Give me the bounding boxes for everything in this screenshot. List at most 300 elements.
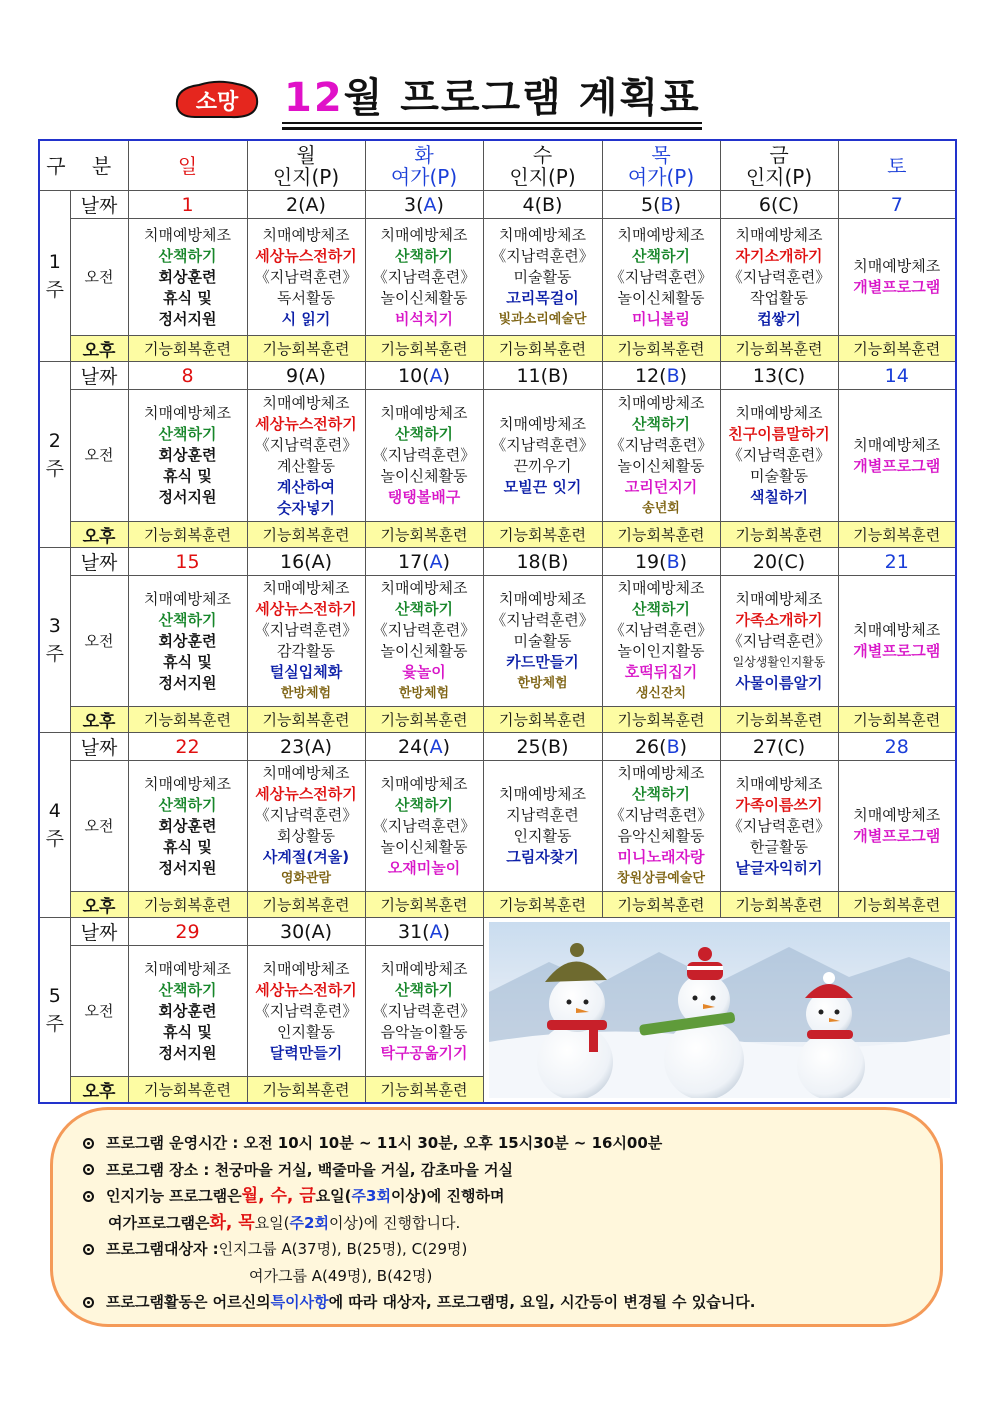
pm-label: 오후 [70,707,128,733]
am-label: 오전 [70,761,128,892]
program-item: 치매예방체조 [144,589,231,608]
program-cell [483,390,602,522]
date-cell [247,191,365,219]
pm-program: 기능회복훈련 [483,892,602,918]
day-header [247,140,365,191]
program-item: 세상뉴스전하기 [255,980,357,999]
day-name: 월 [296,142,316,167]
program-item: 정서지원 [158,309,217,328]
bullet-icon [83,1138,94,1149]
date-cell [128,548,247,576]
pm-program: 기능회복훈련 [720,336,838,362]
program-item: 《지남력훈련》 [609,621,713,639]
day-header [128,140,247,191]
note-place: 프로그램 장소 : 천궁마을 거실, 백줄마을 거실, 감초마을 거실 [83,1157,923,1184]
date-label: 날짜 [70,191,128,219]
week-label [39,918,70,1104]
program-item: 치매예방체조 [144,774,231,793]
program-item: 《지남력훈련》 [254,267,358,286]
program-item: 치매예방체조 [499,589,586,608]
pm-label: 오후 [70,522,128,548]
pm-row [39,522,956,548]
program-item: 치매예방체조 [144,959,231,978]
date-cell [128,918,247,946]
program-item: 생신잔치 [635,686,687,701]
program-item: 치매예방체조 [380,225,468,244]
day-type: 여가(P) [627,164,695,189]
program-item: 치매예방체조 [617,764,705,782]
date-text: 14 [884,364,909,387]
date-text: 20(C) [752,550,806,573]
bullet-icon [83,1164,94,1175]
date-cell [483,548,602,576]
program-item: 미술활동 [750,467,808,485]
week-suffix: 주 [45,643,64,665]
day-name: 목 [651,142,671,167]
pm-program: 기능회복훈련 [247,336,365,362]
schedule-table [38,139,957,1104]
program-item: 컵쌓기 [757,309,801,328]
date-text: 10(A) [397,364,450,387]
date-text: 6(C) [758,193,800,216]
date-cell [365,918,483,946]
group-letter: B [660,193,674,216]
day-header [720,140,838,191]
pm-program: 기능회복훈련 [365,336,483,362]
program-item: 개별프로그램 [853,827,941,845]
program-item: 산책하기 [158,795,217,814]
program-item: 모빌끈 잇기 [503,477,582,496]
pm-program: 기능회복훈련 [247,892,365,918]
program-item: 《지남력훈련》 [727,631,831,650]
program-item: 놀이신체활동 [617,288,705,307]
program-item: 치매예방체조 [853,257,941,275]
date-text: 16(A) [280,550,332,573]
program-item: 정서지원 [158,1043,217,1062]
pm-program: 기능회복훈련 [365,1077,483,1104]
program-cell [483,761,602,892]
program-item: 세상뉴스전하기 [255,246,357,265]
program-item: 가족소개하기 [735,610,823,629]
program-cell [247,946,365,1077]
program-item: 치매예방체조 [262,959,350,978]
date-cell [483,191,602,219]
program-item: 산책하기 [632,246,690,265]
program-item: 한방체험 [398,686,450,701]
program-item: 치매예방체조 [262,764,350,782]
program-item: 《지남력훈련》 [372,1001,476,1020]
date-cell [128,733,247,761]
program-cell [247,576,365,707]
bullet-icon [83,1191,94,1202]
date-cell [365,191,483,219]
program-cell [838,576,956,707]
day-type: 여가(P) [390,164,458,189]
pm-label: 오후 [70,892,128,918]
program-cell [247,390,365,522]
program-item: 윷놀이 [402,663,446,681]
date-row [39,548,956,576]
day-header [838,140,956,191]
program-item: 치매예방체조 [735,774,823,793]
program-item: 호떡뒤집기 [624,663,698,681]
page-title [284,70,704,126]
program-item: 고리목걸이 [506,288,579,307]
date-cell [365,548,483,576]
program-item: 미니노래자랑 [617,848,705,866]
program-cell [602,390,720,522]
date-text: 3(A) [404,193,444,216]
date-cell [365,733,483,761]
bullet-icon [83,1244,94,1255]
program-cell [483,219,602,336]
program-item: 빛과소리예술단 [498,311,587,327]
program-item: 치매예방체조 [380,959,468,978]
note-leisure: 여가프로그램은 화, 목 요일( 주2회 이상)에 진행합니다. [108,1212,461,1233]
pm-program: 기능회복훈련 [128,707,247,733]
group-letter: B [666,735,680,758]
program-cell [720,761,838,892]
program-item: 휴식 및 [163,837,212,856]
snowmen-photo-cell [483,918,956,1104]
program-item: 고리던지기 [624,477,698,496]
program-item: 《지남력훈련》 [372,816,476,835]
note-change: 프로그램활동은 어르신의 특이사항 에 따라 대상자, 프로그램명, 요일, 시간등이 변경될 수 있습니다. [83,1289,923,1316]
date-cell [247,362,365,390]
program-item: 《지남력훈련》 [372,267,476,286]
day-name: 토 [887,153,907,178]
program-item: 지남력훈련 [506,806,579,824]
pm-label: 오후 [70,1077,128,1104]
program-cell [128,576,247,707]
program-item: 작업활동 [750,288,808,307]
program-item: 치매예방체조 [380,579,468,597]
group-letter: A [423,193,437,216]
program-item: 놀이신체활동 [380,288,468,307]
date-cell [602,733,720,761]
program-item: 한방체험 [280,686,332,701]
pm-label: 오후 [70,336,128,362]
pm-program: 기능회복훈련 [602,892,720,918]
group-letter: B [666,550,680,573]
date-text: 24(A) [397,735,450,758]
pm-program: 기능회복훈련 [247,1077,365,1104]
date-text: 12(B) [634,364,688,387]
date-cell [602,548,720,576]
date-text: 7 [890,193,903,216]
program-item: 정서지원 [158,488,217,506]
program-item: 송년회 [642,500,680,516]
program-item: 산책하기 [158,425,217,443]
program-cell [720,219,838,336]
program-item: 산책하기 [395,425,453,443]
pm-program: 기능회복훈련 [838,707,956,733]
week-suffix: 주 [45,828,64,850]
date-label: 날짜 [70,362,128,390]
date-text: 4(B) [522,193,563,216]
program-item: 친구이름말하기 [728,425,830,443]
program-item: 치매예방체조 [144,404,231,422]
group-letter: B [666,364,680,387]
program-item: 산책하기 [158,610,217,629]
pm-program: 기능회복훈련 [483,707,602,733]
pm-program: 기능회복훈련 [365,892,483,918]
date-text: 17(A) [397,550,450,573]
program-item: 숫자넣기 [277,498,335,517]
date-text: 27(C) [752,735,806,758]
date-text: 30(A) [280,920,332,943]
program-item: 《지남력훈련》 [491,246,594,265]
pm-row [39,707,956,733]
program-item: 개별프로그램 [853,456,941,475]
group-letter: A [429,735,443,758]
date-row [39,733,956,761]
week-label [39,362,70,548]
program-item: 한방체험 [517,675,568,691]
program-cell [365,761,483,892]
week-suffix: 주 [45,457,64,480]
program-cell [602,219,720,336]
am-label: 오전 [70,390,128,522]
program-item: 사물이름알기 [735,673,823,692]
pm-program: 기능회복훈련 [365,707,483,733]
group-letter: A [429,364,443,387]
program-cell [602,576,720,707]
program-item: 그림자찾기 [506,848,579,866]
day-name: 금 [769,142,789,167]
program-item: 《지남력훈련》 [491,610,594,629]
program-cell [838,761,956,892]
program-item: 놀이신체활동 [617,456,705,475]
program-item: 치매예방체조 [144,225,231,244]
program-item: 치매예방체조 [617,393,705,412]
date-cell [365,362,483,390]
logo [171,76,263,122]
program-cell [247,761,365,892]
note-targets: 프로그램대상자 : 인지그룹 A(37명), B(25명), C(29명) [83,1236,923,1263]
program-item: 《지남력훈련》 [254,435,358,454]
group-letter: A [429,550,443,573]
pm-program: 기능회복훈련 [128,336,247,362]
day-header [483,140,602,191]
title-underline-thick [282,127,702,130]
program-item: 《지남력훈련》 [254,1001,358,1020]
program-item: 회상훈련 [158,446,217,464]
program-item: 휴식 및 [163,652,212,671]
program-item: 치매예방체조 [499,225,586,244]
program-cell [365,219,483,336]
day-type: 인지(P) [272,164,340,189]
program-item: 정서지원 [158,858,217,877]
program-cell [128,761,247,892]
week-number: 2 [48,429,61,452]
program-item: 인지활동 [513,827,572,845]
week-suffix: 주 [45,279,64,301]
program-cell [128,946,247,1077]
program-cell [247,219,365,336]
program-item: 《지남력훈련》 [727,446,831,464]
logo-text: 소망 [195,90,239,115]
program-item: 산책하기 [395,600,453,618]
program-cell [838,390,956,522]
pm-program: 기능회복훈련 [838,522,956,548]
corner-header: 구 분 [39,140,128,191]
program-item: 치매예방체조 [262,393,350,412]
note-targets-leisure: 여가그룹 A(49명), B(42명) [249,1266,433,1285]
week-label [39,191,70,362]
week-number: 1 [48,251,61,273]
program-item: 산책하기 [395,246,453,265]
date-cell [838,733,956,761]
pm-program: 기능회복훈련 [602,707,720,733]
am-row [39,761,956,892]
program-item: 계산활동 [277,456,335,475]
program-item: 치매예방체조 [262,225,350,244]
program-item: 치매예방체조 [499,414,586,433]
date-cell [838,548,956,576]
program-item: 한글활동 [750,837,808,856]
program-item: 《지남력훈련》 [372,446,476,464]
program-item: 독서활동 [277,288,335,307]
program-item: 치매예방체조 [735,404,823,422]
pm-program: 기능회복훈련 [128,892,247,918]
program-cell [720,390,838,522]
program-item: 놀이신체활동 [380,642,468,660]
program-item: 사계절(겨울) [262,848,350,866]
week-number: 4 [48,800,61,822]
program-item: 음악놀이활동 [380,1022,468,1041]
program-item: 치매예방체조 [380,404,468,422]
date-text: 8 [181,364,194,387]
program-item: 털실입체화 [269,663,343,681]
pm-program: 기능회복훈련 [602,336,720,362]
program-item: 치매예방체조 [853,806,941,824]
program-item: 치매예방체조 [735,589,823,608]
date-cell [602,191,720,219]
program-item: 산책하기 [158,246,217,265]
snowmen-image [489,922,950,1098]
am-row [39,576,956,707]
program-item: 치매예방체조 [853,621,941,639]
date-text: 1 [181,193,194,216]
pm-program: 기능회복훈련 [720,522,838,548]
pm-program: 기능회복훈련 [838,336,956,362]
program-item: 정서지원 [158,673,217,692]
pm-program: 기능회복훈련 [128,522,247,548]
date-cell [247,548,365,576]
program-item: 오재미놀이 [387,858,461,877]
title-underline [282,122,702,124]
date-text: 11(B) [516,364,569,387]
date-cell [720,548,838,576]
program-item: 치매예방체조 [617,579,705,597]
am-row [39,219,956,336]
date-text: 18(B) [516,550,569,573]
program-item: 비석치기 [395,309,453,328]
date-label: 날짜 [70,548,128,576]
notes-box [50,1107,943,1327]
pm-row [39,336,956,362]
pm-program: 기능회복훈련 [720,707,838,733]
program-cell [720,576,838,707]
am-label: 오전 [70,219,128,336]
am-label: 오전 [70,576,128,707]
program-item: 산책하기 [395,980,453,999]
program-item: 회상훈련 [158,267,217,286]
program-item: 계산하여 [277,477,335,496]
date-cell [720,191,838,219]
program-item: 개별프로그램 [853,642,941,660]
day-name: 화 [414,142,434,167]
date-text: 31(A) [397,920,450,943]
program-item: 《지남력훈련》 [727,816,831,835]
program-item: 휴식 및 [163,467,212,485]
date-row [39,362,956,390]
date-text: 22 [175,735,200,758]
program-item: 휴식 및 [163,288,212,307]
program-item: 색칠하기 [750,488,808,506]
program-item: 《지남력훈련》 [727,267,831,286]
week-label [39,548,70,733]
date-cell [128,362,247,390]
week-number: 3 [48,615,61,637]
program-item: 인지활동 [277,1022,335,1041]
program-item: 미니볼링 [632,309,690,328]
date-cell [602,362,720,390]
program-item: 놀이신체활동 [380,467,468,485]
date-label: 날짜 [70,918,128,946]
day-type: 인지(P) [745,164,813,189]
week-number: 5 [48,985,61,1007]
program-item: 치매예방체조 [262,579,350,597]
program-item: 치매예방체조 [853,435,941,454]
program-item: 회상훈련 [158,1001,217,1020]
program-item: 감각활동 [277,642,335,660]
program-item: 《지남력훈련》 [254,621,358,639]
program-item: 창원상큼예술단 [617,871,705,886]
day-name: 수 [532,142,553,167]
date-label: 날짜 [70,733,128,761]
program-item: 탱탱볼배구 [387,488,461,506]
program-item: 《지남력훈련》 [609,267,713,286]
date-cell [483,733,602,761]
program-item: 개별프로그램 [853,278,941,296]
note-cognitive: 인지기능 프로그램은 월, 수, 금 요일( 주3회 이상)에 진행하며 [83,1183,923,1210]
date-text: 2(A) [286,193,326,216]
date-cell [128,191,247,219]
program-cell [483,576,602,707]
program-item: 탁구공옮기기 [380,1043,468,1062]
program-item: 《지남력훈련》 [609,806,713,824]
pm-program: 기능회복훈련 [720,892,838,918]
note-hours: 프로그램 운영시간 : 오전 10시 10분 ~ 11시 30분, 오후 15시30분 ~ 16시00분 [83,1130,923,1157]
program-item: 세상뉴스전하기 [255,414,357,433]
program-cell [128,390,247,522]
program-item: 낱글자익히기 [735,858,823,877]
date-text: 21 [884,550,909,573]
program-item: 놀이인지활동 [617,642,705,660]
program-item: 치매예방체조 [735,225,823,244]
program-cell [365,946,483,1077]
program-item: 《지남력훈련》 [254,806,358,824]
program-item: 산책하기 [395,795,453,814]
program-item: 치매예방체조 [499,785,586,803]
program-cell [128,219,247,336]
pm-program: 기능회복훈련 [602,522,720,548]
date-text: 26(B) [634,735,688,758]
am-row [39,390,956,522]
pm-program: 기능회복훈련 [483,522,602,548]
